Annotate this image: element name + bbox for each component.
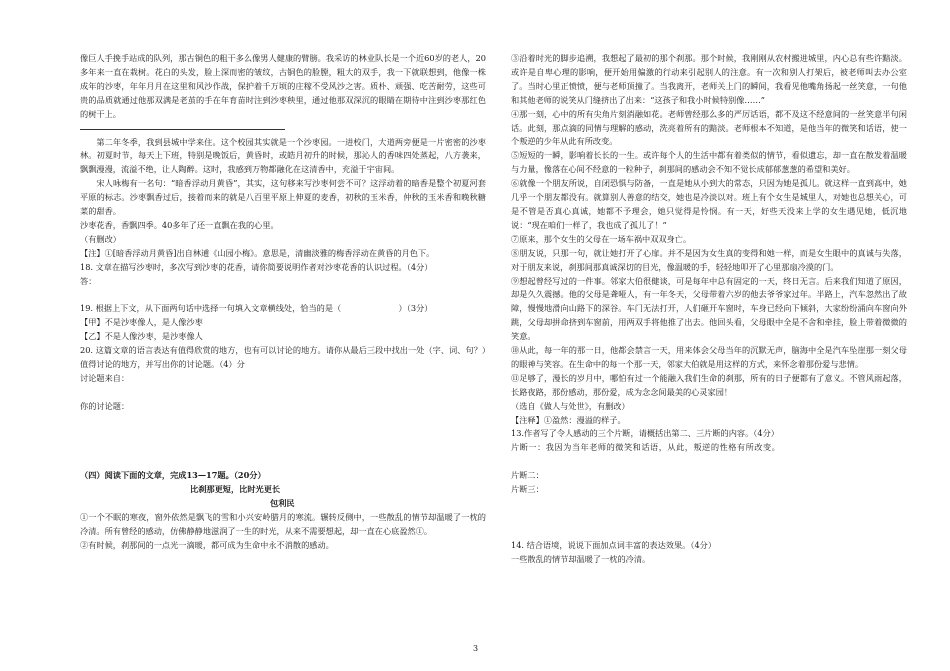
article-paragraph: ③沿着时光的脚步追溯，我想起了最初的那个刹那。那个时候，我刚刚从农村搬进城里，内心总有些许黯淡。或许是自卑心理的影响，便开始用偏激的行动来引起别人的注意。有一次和别人打架后，被老师叫去办公室了。当时心里正愤愤，便与老师顶撞了。当我离开，老师关上门的瞬间，我看见他嘴角扬起一丝笑意，一句他和其他老师的说笑从门缝挤出了出来：“这孩子和我小时候特别像……” bbox=[511, 53, 907, 105]
footnote: 【注释】①盈然：漫溢的样子。 bbox=[511, 414, 626, 425]
left-column bbox=[80, 52, 486, 553]
question-20: 20. 这篇文章的语言表达有值得欣赏的地方，也有可以讨论的地方。请你从最后三段中找出一处（字、词、句？）值得讨论的地方，并写出你的讨论题。（4）分 bbox=[80, 345, 486, 370]
article-paragraph: ⑤短短的一瞬，影响着长长的一生。或许每个人的生活中都有着类似的情节，看似遗忘，却一直在散发着温暖与力量，像落在心间不经意的一粒种子，刹那间的感动会不知不觉长成郁郁葱葱的希望和美好。 bbox=[511, 150, 907, 175]
answer-piece-3: 片断三： bbox=[511, 484, 544, 495]
page-number: 3 bbox=[473, 644, 479, 653]
article-paragraph: ⑥就像一个朋友所说，自闭恐惧与防备，一直是她从小到大的常态，只因为她是孤儿。就这样一直到高中，她几乎一个朋友都没有。就算别人善意的结交，她也是冷淡以对。班上有个女生是城里人，对她也总想关心，可是不管是否真心真诚，她都不予理会，她只觉得是怜悯。有一天，好些天没来上学的女生遇见她，低沉地说：“现在咱们一样了，我也成了孤儿了！” bbox=[511, 178, 907, 230]
fill-in-blank-line bbox=[80, 129, 285, 130]
article-paragraph: ②有时候，刹那间的一点光一滴暖，都可成为生命中永不消散的感动。 bbox=[80, 539, 334, 550]
article-paragraph: 宋人咏梅有一名句：“暗香浮动月黄昏”，其实，这句移来写沙枣何尝不可？这浮动着的暗香是整个初夏河套平原的标志。沙枣飘香过后，接着而来的就是八百里平原上伸夏的麦香，初秋的玉米香，仲秋的玉米香和晚秋糖菜的甜香。 bbox=[80, 178, 486, 217]
question-18: 18. 文章在描写沙枣时，多次写到沙枣的花香，请你简要说明作者对沙枣花香的认识过程。（4分） bbox=[80, 261, 433, 272]
quoted-sentence: 一些散乱的情节却温暖了一枕的冷清。 bbox=[511, 553, 651, 564]
article-paragraph: ④那一刻，心中的所有尖角片刻消融如花。老师曾经那么多的严厉话语，都不及这不经意间的一丝笑意半句闲话。此刻，那点滴的同情与理解的感动，洗亮着所有的黯淡。老师根本不知道，是他当年的微笑和话语，使一个叛逆的少年从此有所改变。 bbox=[511, 108, 907, 147]
question-14: 14. 结合语境，说说下面加点词丰富的表达效果。（4分） bbox=[511, 539, 717, 550]
article-paragraph: ⑦原来，那个女生的父母在一场车祸中双双身亡。 bbox=[511, 233, 692, 244]
article-paragraph: ①一个不眠的寒夜，窗外依然是飘飞的雪和小兴安岭腊月的寒流。辗转反侧中，一些散乱的情节却温暖了一枕的冷清。所有曾经的感动，仿佛静静地滋润了一生的时光，从来不需要想起，却一直在心底盈然①。 bbox=[80, 511, 486, 536]
article-paragraph: ⑧朋友说，只那一句，就让她打开了心扉。并不是因为女生真的变得和她一样，而是女生眼中的真诚与失落，对于朋友来说，刹那间那真诚深切的目光，像温暖的手，轻轻地叩开了心里那扇冷漠的门。 bbox=[511, 247, 907, 272]
source-note: （有删改） bbox=[80, 233, 121, 244]
article-paragraph: 沙枣花香，香飘四季。40多年了还一直飘在我的心里。 bbox=[80, 219, 279, 230]
answer-label: 答： bbox=[80, 275, 97, 286]
option-b: 【乙】不是人像沙枣，是沙枣像人 bbox=[80, 331, 203, 342]
answer-piece-2: 片断二： bbox=[511, 470, 544, 481]
article-paragraph: ⑨想起曾经写过的一件事。邻家大伯很健谈，可是每年中总有固定的一天，终日无言。后来我们知道了原因，却是久久震撼。他的父母是聋哑人，有一年冬天，父母带着六岁的他去爷爷家过年。半路上，汽车忽然出了故障，慢慢地滑向山路下的深谷。车门无法打开，人们砸开车窗时，车身已经向下倾斜，大家纷纷涌向车窗向外跳，父母却拼命挤到车窗前，用两双手将他推了出去。他回头看，父母眼中全是不舍和牵挂，脸上带着微微的笑意。 bbox=[511, 275, 907, 342]
discussion-topic-label: 你的讨论题： bbox=[80, 400, 130, 411]
answer-piece-1: 片断一：我因为当年老师的微笑和话语，从此，叛逆的性格有所改变。 bbox=[511, 442, 781, 453]
question-19: 19. 根据上下文，从下面两句话中选择一句填入文章横线处，恰当的是（ ）（3分） bbox=[80, 303, 433, 314]
article-title: 比刹那更短，比时光更长 bbox=[190, 484, 281, 495]
article-paragraph: 像巨人手挽手站成的队列，那古铜色的粗干多么像男人健康的臂膀。我采访的林业队长是一个近60岁的老人，20多年来一直在栽树。花白的头发，脸上深而密的皱纹，古铜色的脸膛，粗大的双手，我一下就联想到，他像一株成年的沙枣，年年月月在这里和风沙作战，保护着千万顷的庄稼不受风沙之害。质朴、顽强、吃苦耐劳，这些可贵的品质就通过他那双满是老茧的手在年育苗时注到沙枣秧里，通过他那双深沉的眼睛在期待中注到沙枣那红色的树干上。 bbox=[80, 53, 486, 119]
discussion-source-label: 讨论题来自： bbox=[80, 372, 130, 383]
question-13: 13.作者写了令人感动的三个片断，请概括出第二、三片断的内容。（4分） bbox=[511, 428, 779, 439]
section-heading: （四）阅读下面的文章，完成13—17题。（20分） bbox=[80, 470, 266, 481]
right-column bbox=[511, 52, 907, 566]
article-paragraph: 第二年冬季，我到县城中学来住。这个校园其实就是一个沙枣园。一进校门，大道两旁便是一片密密的沙枣林。初夏时节，每天上下班，特别是晚饭后，黄昏时，或皓月初升的时候，那沁人的香味四处蒸起，八方袭来，飘飘漫漫，流溢不绝，让人陶醉。这时，我感到万物都融化在这清香中，充溢于宇宙间。 bbox=[80, 136, 486, 175]
option-a: 【甲】不是沙枣像人，是人像沙枣 bbox=[80, 317, 203, 328]
source-note: （选自《做人与处世》，有删改） bbox=[511, 400, 630, 411]
article-paragraph: ⑪足够了，漫长的岁月中，哪怕有过一个能融入我们生命的刹那，所有的日子便都有了意义。不管风雨起落，长路夜路，那份感动，那份爱，成为念念间最美的心灵家园！ bbox=[511, 372, 907, 397]
article-author: 包利民 bbox=[270, 498, 295, 508]
footnote: 【注】①[暗香浮动月黄昏]出自林逋《山园小梅》。意思是，清幽淡雅的梅香浮动在黄昏的月色下。 bbox=[80, 247, 435, 258]
article-paragraph: ⑩从此，每一年的那一日，他都会禁言一天，用来体会父母当年的沉默无声，脑海中全是汽车坠崖那一刻父母的眼神与笑容。在生命中的每一个那一天，邻家大伯就是用这样的方式，来怀念着那份爱与悲情。 bbox=[511, 345, 907, 369]
